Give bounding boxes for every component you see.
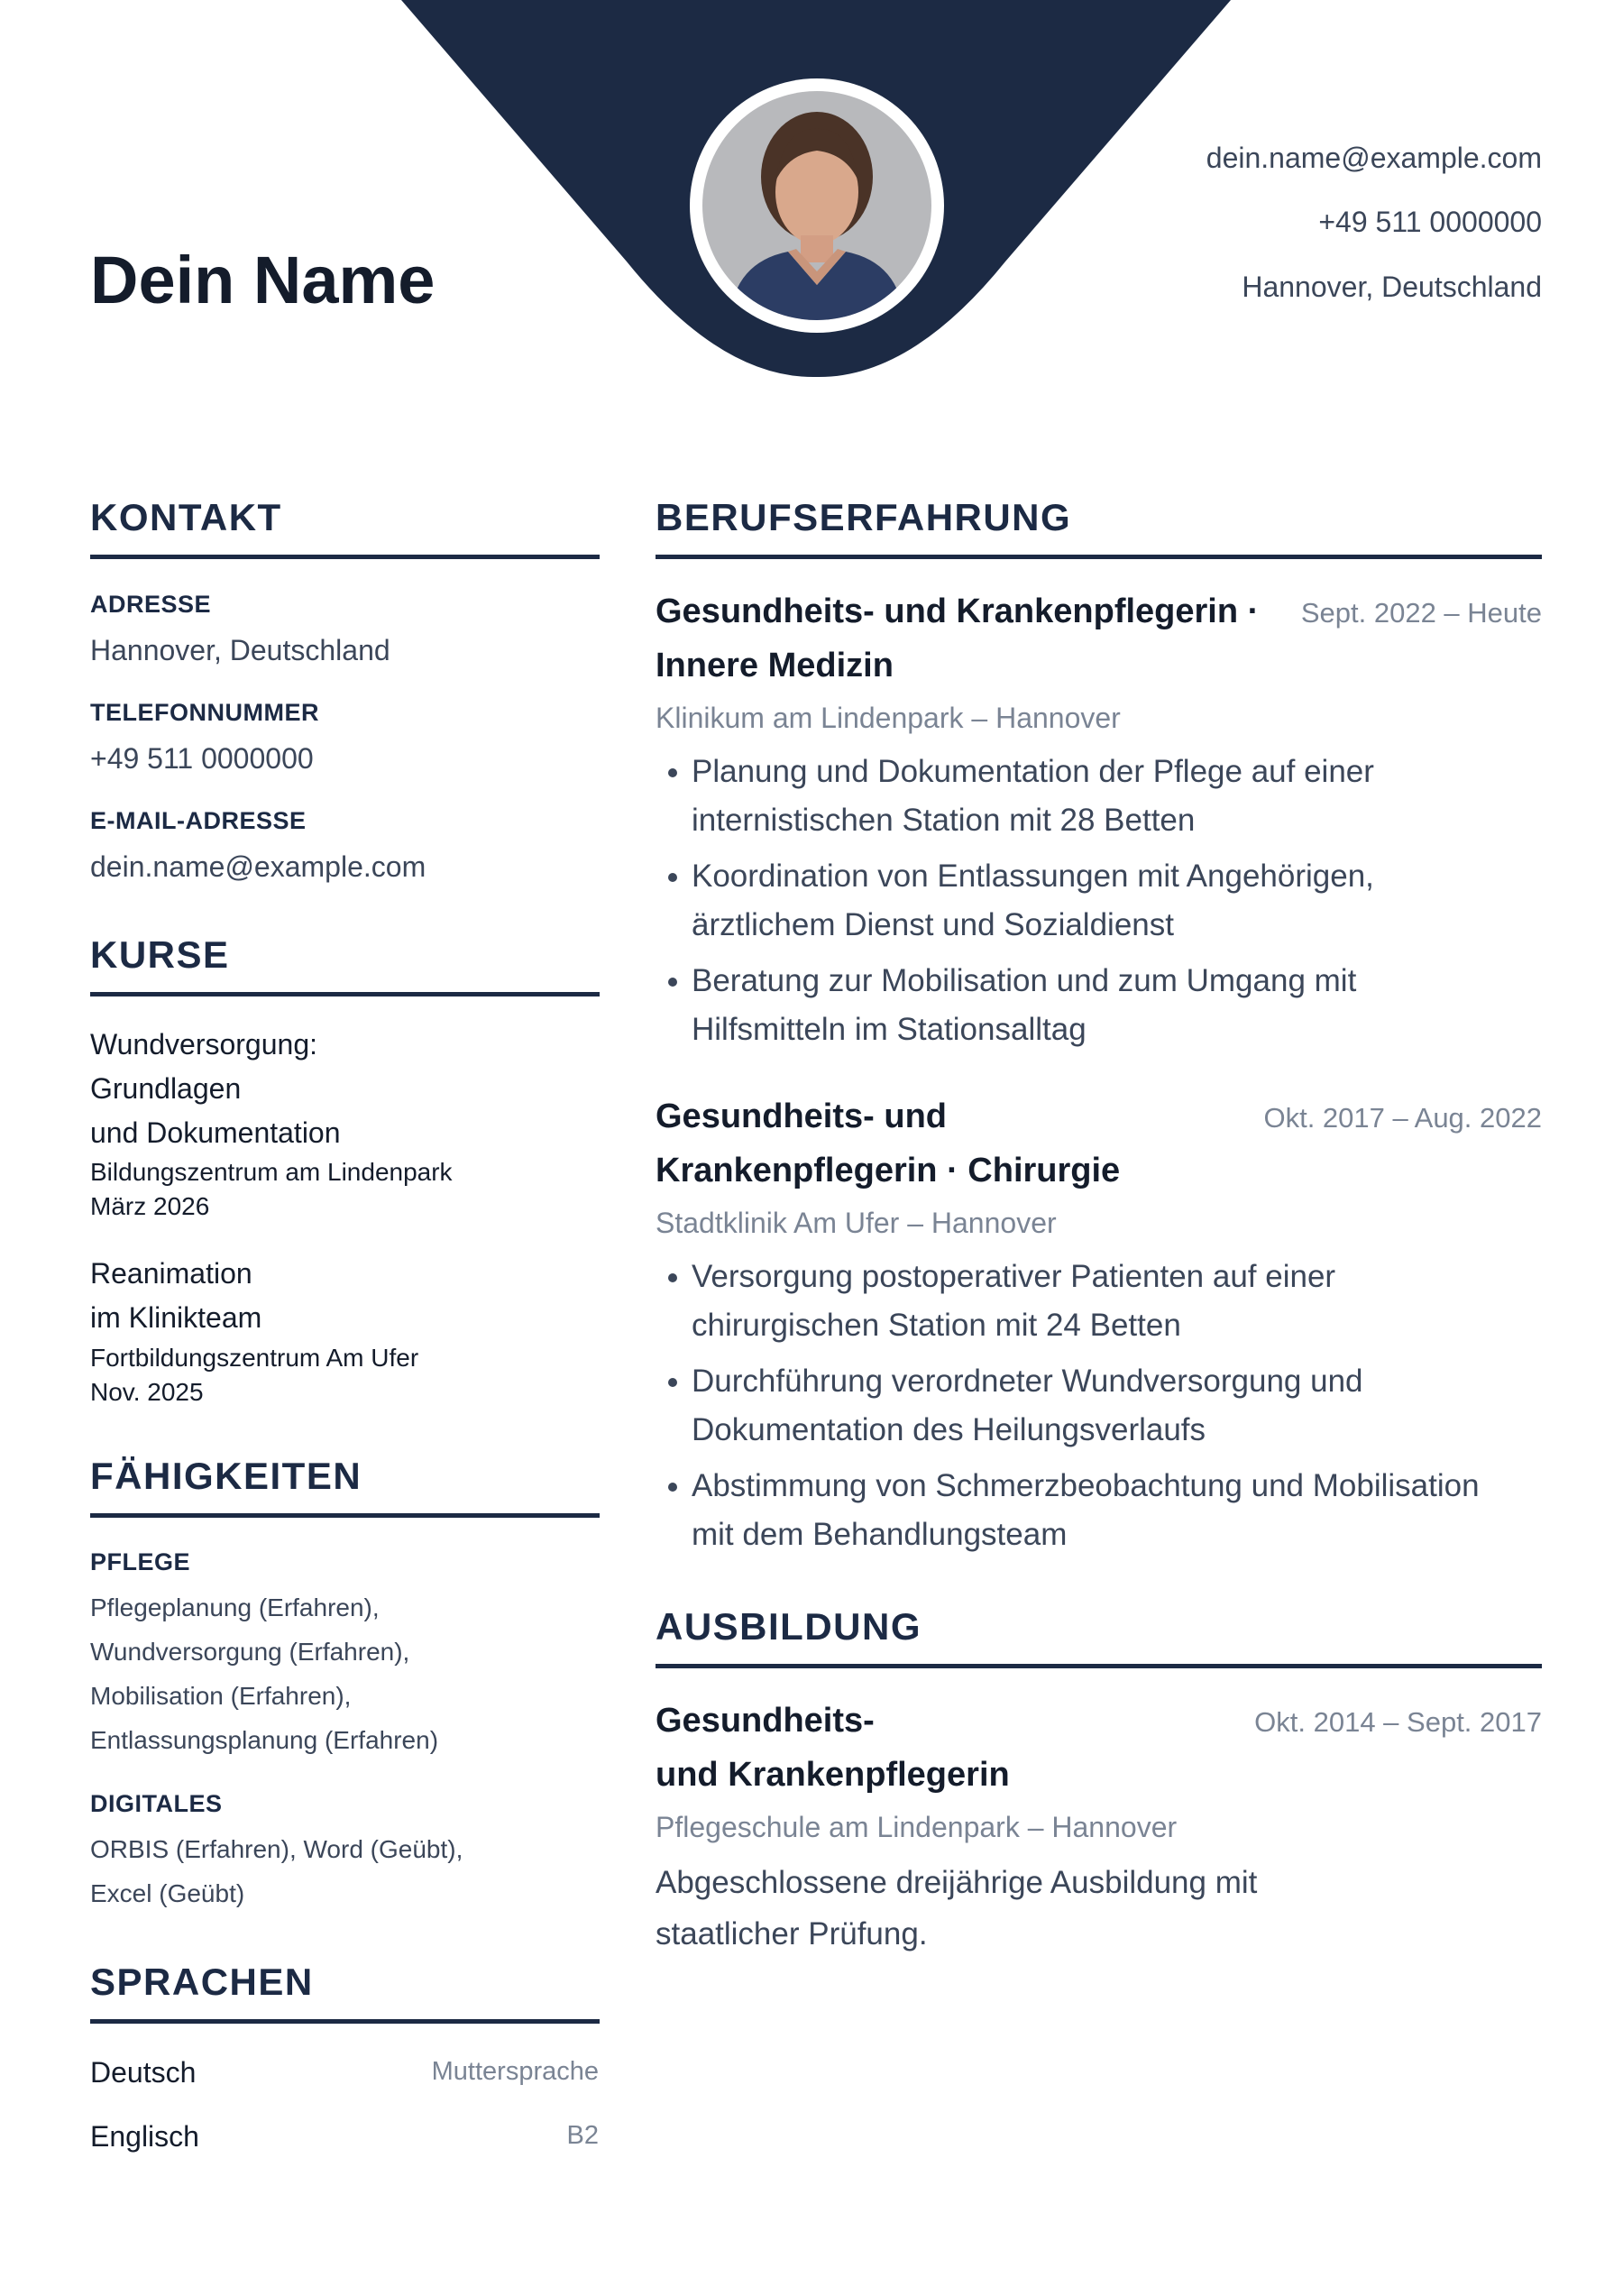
skill-line: Mobilisation (Erfahren), xyxy=(90,1682,352,1710)
job-bullet xyxy=(656,1462,1548,1559)
skill-group-label: DIGITALES xyxy=(90,1790,223,1817)
experience-rule xyxy=(656,555,1542,559)
education-section-title: AUSBILDUNG xyxy=(656,1605,922,1648)
address-value: Hannover, Deutschland xyxy=(90,634,390,666)
phone-label: TELEFONNUMMER xyxy=(90,699,319,726)
job-bullets xyxy=(656,1253,1548,1566)
courses-rule xyxy=(90,992,600,996)
email-label: E-MAIL-ADRESSE xyxy=(90,807,307,834)
job-title-line: Innere Medizin xyxy=(656,647,894,684)
language-name: Englisch xyxy=(90,2120,199,2153)
bullet-line: Beratung zur Mobilisation und zum Umgang mit xyxy=(692,963,1357,998)
bullet-line: Versorgung postoperativer Patienten auf einer xyxy=(692,1259,1336,1294)
bullet-line: ärztlichem Dienst und Sozialdienst xyxy=(692,907,1174,942)
job-organization: Klinikum am Lindenpark – Hannover xyxy=(656,702,1121,734)
job-title-line: Krankenpflegerin · Chirurgie xyxy=(656,1152,1121,1189)
address-label: ADRESSE xyxy=(90,591,212,618)
contact-section-title: KONTAKT xyxy=(90,496,282,538)
job-title xyxy=(656,584,1259,693)
course-title-line: im Klinikteam xyxy=(90,1301,262,1334)
language-level: B2 xyxy=(566,2121,599,2150)
phone-value[interactable]: +49 511 0000000 xyxy=(90,742,314,775)
job-bullet xyxy=(656,1357,1548,1455)
skills-section-title: FÄHIGKEITEN xyxy=(90,1455,362,1497)
course-meta xyxy=(90,1341,418,1410)
job-organization: Stadtklinik Am Ufer – Hannover xyxy=(656,1207,1057,1239)
bullet-dot-icon xyxy=(668,768,677,777)
skill-group-items xyxy=(90,1585,595,1762)
job-title-line: Gesundheits- und xyxy=(656,1097,947,1135)
job-bullets xyxy=(656,748,1548,1061)
job-bullet xyxy=(656,748,1548,845)
languages-section-title: SPRACHEN xyxy=(90,1961,314,2003)
skill-line: Entlassungsplanung (Erfahren) xyxy=(90,1726,439,1754)
course-title-line: Grundlagen xyxy=(90,1072,242,1105)
job-bullet xyxy=(656,1253,1548,1350)
education-title-line: und Krankenpflegerin xyxy=(656,1756,1010,1794)
bullet-dot-icon xyxy=(668,1273,677,1282)
job-title-line: Gesundheits- und Krankenpflegerin · xyxy=(656,592,1260,630)
job-title xyxy=(656,1089,1120,1198)
bullet-dot-icon xyxy=(668,1378,677,1387)
bullet-dot-icon xyxy=(668,873,677,882)
skill-line: Wundversorgung (Erfahren), xyxy=(90,1638,410,1666)
bullet-dot-icon xyxy=(668,1483,677,1492)
header-phone[interactable]: +49 511 0000000 xyxy=(1318,206,1542,238)
education-title-line: Gesundheits- xyxy=(656,1702,875,1740)
skill-group-items xyxy=(90,1827,595,1915)
education-date: Okt. 2014 – Sept. 2017 xyxy=(1254,1706,1542,1738)
bullet-dot-icon xyxy=(668,978,677,987)
language-level: Muttersprache xyxy=(431,2057,599,2086)
bullet-line: Koordination von Entlassungen mit Angehörigen, xyxy=(692,859,1374,894)
course-date: Nov. 2025 xyxy=(90,1378,204,1406)
bullet-line: mit dem Behandlungsteam xyxy=(692,1517,1068,1552)
course-title-line: und Dokumentation xyxy=(90,1116,341,1149)
person-name: Dein Name xyxy=(90,243,436,317)
education-title xyxy=(656,1694,1010,1802)
experience-section-title: BERUFSERFAHRUNG xyxy=(656,496,1072,538)
job-date: Okt. 2017 – Aug. 2022 xyxy=(1263,1102,1542,1134)
education-description xyxy=(656,1857,1341,1960)
course-meta xyxy=(90,1155,453,1224)
course-title-line: Wundversorgung: xyxy=(90,1028,317,1061)
bullet-line: internistischen Station mit 28 Betten xyxy=(692,803,1196,838)
course-title xyxy=(90,1252,261,1340)
skill-group-label: PFLEGE xyxy=(90,1548,191,1575)
skill-line: ORBIS (Erfahren), Word (Geübt), xyxy=(90,1835,463,1863)
course-title xyxy=(90,1023,341,1155)
education-organization: Pflegeschule am Lindenpark – Hannover xyxy=(656,1811,1178,1843)
email-value[interactable]: dein.name@example.com xyxy=(90,850,426,883)
bullet-line: Planung und Dokumentation der Pflege auf einer xyxy=(692,754,1374,789)
education-desc-line: Abgeschlossene dreijährige Ausbildung mit xyxy=(656,1865,1258,1900)
language-name: Deutsch xyxy=(90,2056,197,2089)
header-location: Hannover, Deutschland xyxy=(1242,271,1542,303)
job-date: Sept. 2022 – Heute xyxy=(1300,597,1542,629)
course-provider: Bildungszentrum am Lindenpark xyxy=(90,1158,453,1186)
bullet-line: chirurgischen Station mit 24 Betten xyxy=(692,1308,1181,1343)
contact-rule xyxy=(90,555,600,559)
skill-line: Excel (Geübt) xyxy=(90,1879,245,1907)
job-bullet xyxy=(656,957,1548,1054)
profile-photo xyxy=(702,91,931,320)
bullet-line: Abstimmung von Schmerzbeobachtung und Mobilisation xyxy=(692,1468,1480,1503)
course-date: März 2026 xyxy=(90,1192,210,1220)
education-rule xyxy=(656,1664,1542,1668)
bullet-line: Dokumentation des Heilungsverlaufs xyxy=(692,1412,1206,1447)
job-bullet xyxy=(656,852,1548,950)
skill-line: Pflegeplanung (Erfahren), xyxy=(90,1593,380,1621)
header-email[interactable]: dein.name@example.com xyxy=(1206,142,1542,174)
skills-rule xyxy=(90,1513,600,1518)
bullet-line: Hilfsmitteln im Stationsalltag xyxy=(692,1012,1087,1047)
bullet-line: Durchführung verordneter Wundversorgung und xyxy=(692,1364,1363,1399)
courses-section-title: KURSE xyxy=(90,933,230,976)
course-provider: Fortbildungszentrum Am Ufer xyxy=(90,1344,419,1372)
languages-rule xyxy=(90,2019,600,2024)
profile-photo-frame xyxy=(690,78,944,333)
education-desc-line: staatlicher Prüfung. xyxy=(656,1916,928,1952)
course-title-line: Reanimation xyxy=(90,1257,252,1290)
